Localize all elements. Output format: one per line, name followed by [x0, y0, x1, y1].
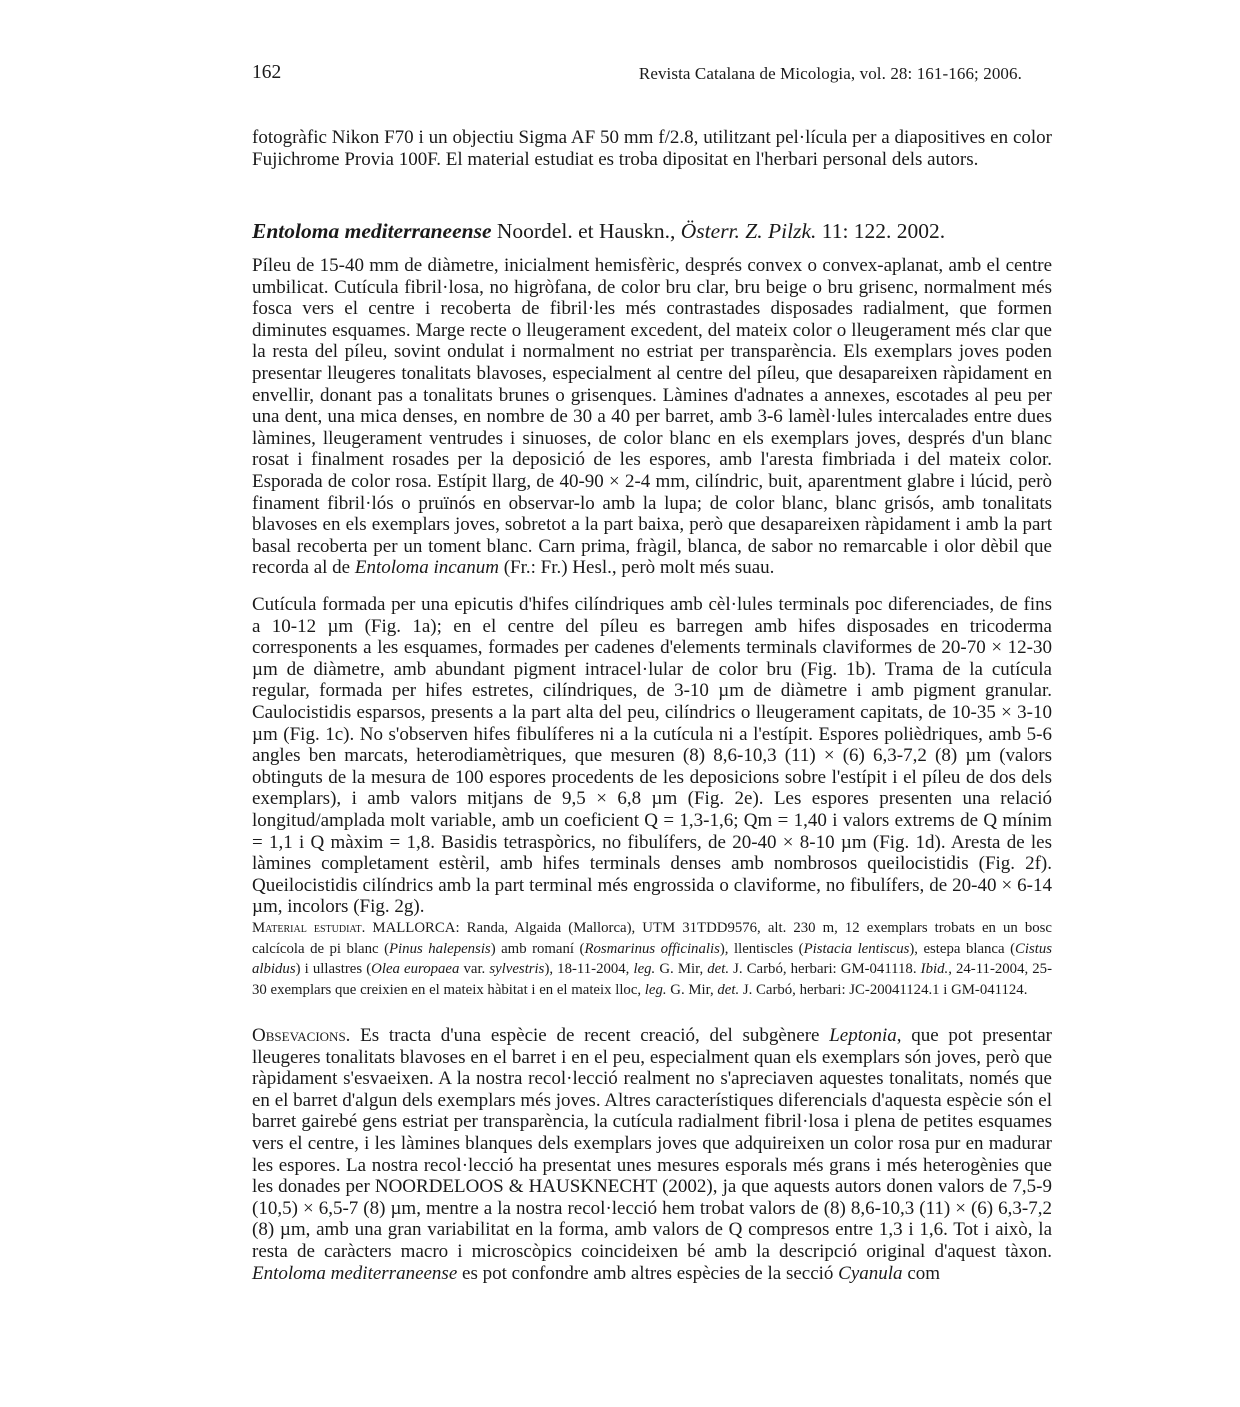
taxon-name: Cyanula: [838, 1262, 903, 1284]
material-text: , 24-11-2004, 25-30 exemplars que creixien en el mateix hàbitat i en el mateix lloc,: [252, 961, 1053, 998]
material-text: MALLORCA: Randa, Algaida (Mallorca), UTM 31TDD9576, alt. 230 m, 12 exemplars trobats en un bosc calcícola de pi blanc (: [252, 920, 1052, 957]
observations-text: , que pot presentar lleugeres tonalitats blavoses en el barret i en el peu, especialment quan els exemplars són joves, però que ràpidament s'esvaeixen. A la nostra recol·lecció realment no s'apreciaven aquestes tonalitats, només que en el barret d'algun dels exemplars més joves. Altres característiques diferencials d'aquesta espècie són el barret gairebé gens estriat per transparència, la cutícula radialment fibril·losa i plena de petites esquames vers el centre, i les làmines blanques dels exemplars joves que adquireixen un color rosa pur en madurar les espores. La nostra recol·lecció ha presentat unes mesures esporals més grans i més heterogènies que les donades per NOORDELOOS & HAUSKNECHT (2002), ja que aquests autors donen valors de 7,5-9 (10,5) × 6,5-7 (8) µm, mentre a la nostra recol·lecció hem trobat valors de (8) 8,6-10,3 (11) × (6) 6,3-7,2 (8) µm, amb una gran variabilitat en la forma, amb valors de Q compresos entre 1,3 i 1,6. Tot i això, la resta de caràcters macro i microscòpics coincideixen bé amb la descripció original d'aquest tàxon.: [252, 1025, 1053, 1262]
page-number: 162: [252, 62, 282, 83]
species-authority: Noordel. et Hauskn.,: [491, 219, 681, 243]
taxon-name: Pinus halepensis: [389, 940, 491, 957]
species-citation: 11: 122. 2002.: [816, 219, 946, 243]
macro-text: Píleu de 15-40 mm de diàmetre, inicialment hemisfèric, després convex o convex-aplanat, amb el centre umbilicat. Cutícula fibril·losa, no higròfana, de color bru clar, bru beige o bru grisenc, normalment més fosca vers el centre i recoberta de fibril·les més contrastades disposades radialment, que formen diminutes esquames. Marge recte o lleugerament excedent, del mateix color o lleugerament més clar que la resta del píleu, sovint ondulat i normalment no estriat per transparència. Els exemplars joves poden presentar lleugeres tonalitats blavoses, especialment al centre del píleu, que desapareixen ràpidament en envellir, donant pas a tonalitats brunes o grisenques. Làmines d'adnates a annexes, escotades al peu per una dent, una mica denses, en nombre de 30 a 40 per barret, amb 3-6 lamèl·lules intercalades entre dues làmines, lleugerament ventrudes i sinuoses, de color blanc en els exemplars joves, després d'un blanc rosat i finalment rosades per la deposició de les espores, amb l'aresta fimbriada i del mateix color. Esporada de color rosa. Estípit llarg, de 40-90 × 2-4 mm, cilíndric, buit, aparentment glabre i lúcid, però finament fibril·lós o pruïnós en observar-lo amb la lupa; de color blanc, blanc grisós, amb tonalitats blavoses en els exemplars joves, sobretot a la part baixa, però que desapareixen ràpidament i amb la part basal recoberta per un toment blanc. Carn prima, fràgil, blanca, de sabor no remarcable i olor dèbil que recorda al de: [252, 255, 1052, 579]
material-text: G. Mir,: [655, 961, 708, 977]
material-studied: [252, 918, 1052, 1000]
journal-citation: Revista Catalana de Micologia, vol. 28: 161-166; 2006.: [638, 64, 1022, 83]
observations-label: Obsevacions.: [252, 1025, 351, 1046]
material-text: ) amb romaní (: [490, 940, 585, 957]
species-name: Entoloma mediterraneense: [252, 219, 492, 243]
taxon-name: Rosmarinus officinalis: [584, 940, 720, 957]
taxon-name: sylvestris: [489, 961, 545, 977]
material-text: ) i ullastres (: [295, 961, 372, 977]
observations-text: com: [902, 1262, 941, 1284]
material-label: Material estudiat.: [252, 920, 366, 936]
material-text: J. Carbó, herbari: GM-041118.: [729, 961, 921, 977]
abbreviation: det.: [717, 981, 740, 998]
abbreviation: det.: [707, 961, 730, 977]
taxon-name: Cistus albidus: [252, 940, 1053, 977]
material-text: G. Mir,: [666, 981, 718, 998]
taxon-name: Leptonia: [829, 1025, 897, 1046]
material-text: var.: [459, 961, 490, 977]
material-text: ), 18-11-2004,: [544, 961, 634, 977]
taxon-name: Entoloma mediterraneense: [252, 1262, 458, 1284]
intro-paragraph: [252, 127, 1052, 170]
intro-text: fotogràfic Nikon F70 i un objectiu Sigma AF 50 mm f/2.8, utilitzant pel·lícula per a diapositives en color Fujichrome Provia 100F. El material estudiat es troba dipositat en l'herbari personal dels autors.: [252, 127, 1052, 170]
macro-text-end: (Fr.: Fr.) Hesl., però molt més suau.: [498, 557, 775, 579]
micro-text: Cutícula formada per una epicutis d'hifes cilíndriques amb cèl·lules terminals poc diferenciades, de fins a 10-12 µm (Fig. 1a); en el centre del píleu es barregen amb hifes disposades en tricoderma corresponents a les esquames, formades per cadenes d'elements terminals claviformes de 20-70 × 12-30 µm de diàmetre, amb abundant pigment intracel·lular de color bru (Fig. 1b). Trama de la cutícula regular, formada per hifes estretes, cilíndriques, de 3-10 µm de diàmetre i amb pigment granular. Caulocistidis esparsos, presents a la part alta del peu, cilíndrics o lleugerament capitats, de 10-35 × 3-10 µm (Fig. 1c). No s'observen hifes fibulíferes ni a la cutícula ni a l'estípit. Espores polièdriques, amb 5-6 angles ben marcats, heterodiamètriques, que mesuren (8) 8,6-10,3 (11) × (6) 6,3-7,2 (8) µm (valors obtinguts de la mesura de 100 espores procedents de les deposicions sobre l'estípit i el píleu de dos dels exemplars), i amb valors mitjans de 9,5 × 6,8 µm (Fig. 2e). Les espores presenten una relació longitud/amplada molt variable, amb un coeficient Q = 1,3-1,6; Qm = 1,40 i valors extrems de Q mínim = 1,1 i Q màxim = 1,8. Basidis tetraspòrics, no fibulífers, de 20-40 × 8-10 µm (Fig. 1d). Aresta de les làmines completament estèril, amb hifes terminals denses amb nombrosos queilocistidis (Fig. 2f). Queilocistidis cilíndrics amb la part terminal més engrossida o claviforme, no fibulífers, de 20-40 × 6-14 µm, incolors (Fig. 2g).: [252, 594, 1052, 918]
running-header: [252, 62, 1052, 88]
macroscopic-description: [252, 255, 1052, 579]
species-journal: Österr. Z. Pilzk.: [680, 219, 817, 243]
species-heading: [252, 218, 1052, 244]
taxon-name: Olea europaea: [371, 961, 460, 977]
abbreviation: leg.: [644, 981, 667, 998]
compare-species: Entoloma incanum: [354, 557, 499, 579]
abbreviation: leg.: [633, 961, 656, 977]
observations: [252, 1025, 1052, 1284]
observations-text: es pot confondre amb altres espècies de la secció: [457, 1262, 839, 1284]
abbreviation: Ibid.: [920, 961, 949, 977]
material-text: ), estepa blanca (: [909, 940, 1015, 957]
material-text: ), llentiscles (: [719, 940, 804, 957]
microscopic-description: [252, 594, 1052, 918]
taxon-name: Pistacia lentiscus: [803, 940, 910, 957]
material-text: J. Carbó, herbari: JC-20041124.1 i GM-041124.: [739, 981, 1028, 998]
observations-text: Es tracta d'una espècie de recent creació, del subgènere: [350, 1025, 830, 1046]
